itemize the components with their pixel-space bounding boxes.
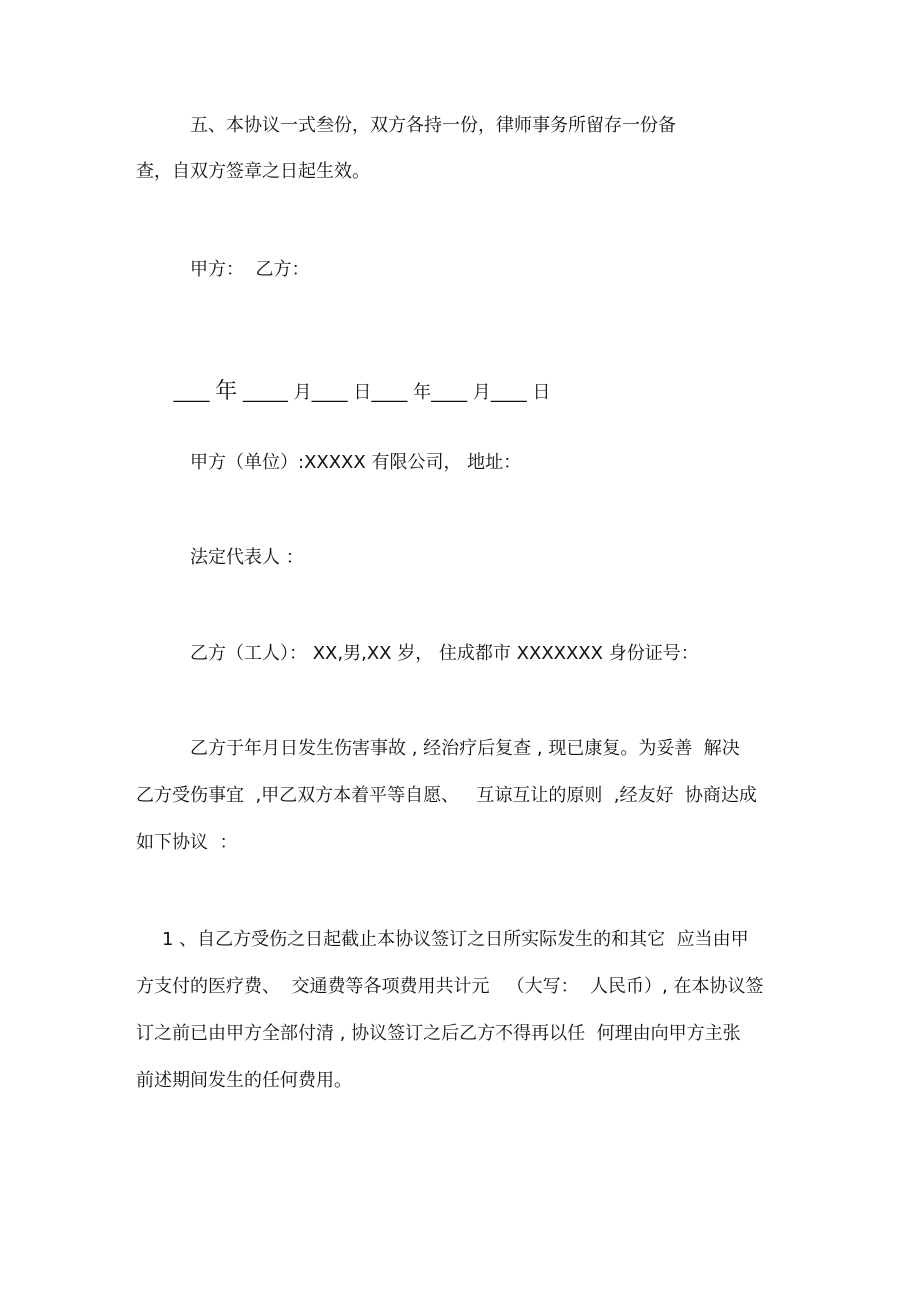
clause1-line2: 方支付的医疗费、 交通费等各项费用共计元 （大写： 人民币）, 在本协议签 <box>136 976 764 997</box>
preamble-line3: 如下协议 ： <box>136 832 238 853</box>
date-rest: _____ 月____ 日____ 年____ 月____ 日 <box>237 382 551 403</box>
clause5-line1: 五、本协议一式叁份，双方各持一份，律师事务所留存一份备 <box>190 115 676 136</box>
date-line <box>162 356 551 405</box>
clause1-line3: 订之前已由甲方全部付清 , 协议签订之后乙方不得再以任 何理由向甲方主张 <box>136 1023 741 1044</box>
clause1-line4: 前述期间发生的任何费用。 <box>136 1070 352 1091</box>
legal-representative: 法定代表人 ： <box>190 547 304 568</box>
preamble-line2: 乙方受伤事宜 ,甲乙双方本着平等自愿、 互谅互让的原则 ,经友好 协商达成 <box>136 785 757 806</box>
clause5-line2: 查，自双方签章之日起生效。 <box>136 161 370 182</box>
date-year-char: 年 <box>215 379 238 404</box>
date-blank: ____ <box>173 382 216 403</box>
party-a-info: 甲方（单位）:XXXXX 有限公司， 地址： <box>190 452 522 473</box>
party-b-info: 乙方（工人）： XX,男,XX 岁， 住成都市 XXXXXXX 身份证号： <box>190 643 699 664</box>
signature-parties: 甲方： 乙方： <box>190 259 310 280</box>
clause1-line1: 1 、自乙方受伤之日起截止本协议签订之日所实际发生的和其它 应当由甲 <box>162 929 749 950</box>
preamble-line1: 乙方于年月日发生伤害事故 , 经治疗后复查 , 现已康复。为妥善 解决 <box>190 738 740 759</box>
